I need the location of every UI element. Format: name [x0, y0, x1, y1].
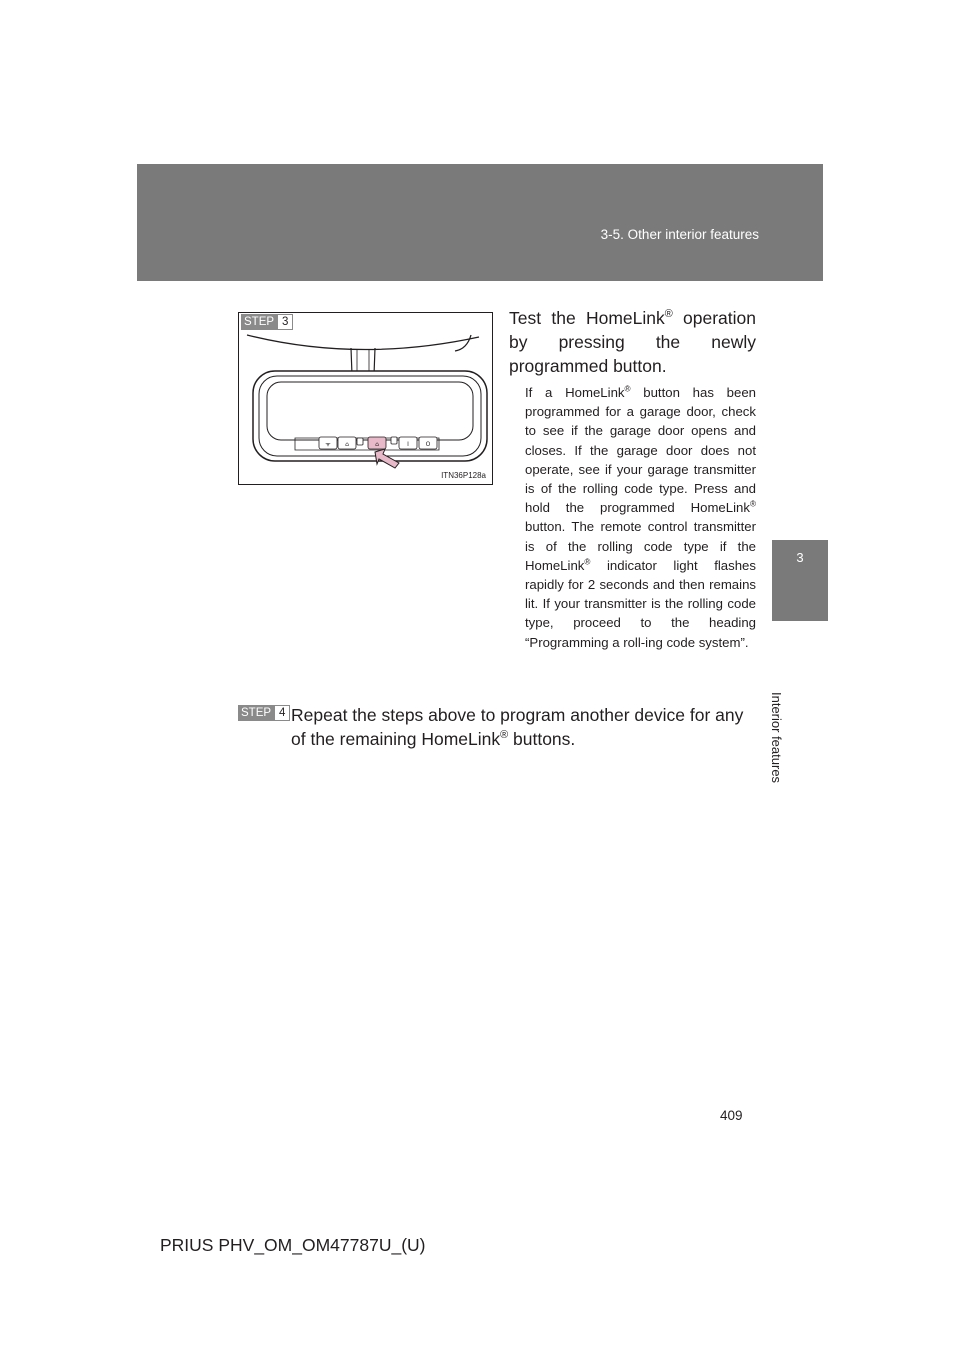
registered-mark: ®: [584, 557, 591, 567]
header-band: [137, 164, 823, 281]
step-label: STEP: [238, 705, 274, 721]
step-4-instruction: [291, 703, 756, 751]
registered-mark: ®: [500, 729, 509, 742]
page-number: 409: [720, 1108, 743, 1123]
svg-text:O: O: [425, 441, 431, 448]
step-4-text-b: buttons.: [508, 729, 576, 749]
step-label: STEP: [241, 314, 277, 330]
step-3-instruction: [509, 306, 756, 378]
note-part-1: If a HomeLink: [525, 385, 625, 400]
step-4-text-a: Repeat the steps above to program another device for any of the remaining HomeLink: [291, 705, 744, 749]
document-id: PRIUS PHV_OM_OM47787U_(U): [160, 1235, 426, 1255]
step-3-text-a: Test the HomeLink: [509, 308, 665, 328]
note-part-2: button has been programmed for a garage door, check to see if the garage door opens and closes. If the garage door does not operate, see if your garage transmitter is of the rolling code type. Press and hold the programmed HomeLink: [525, 385, 756, 516]
mirror-illustration: [238, 312, 493, 485]
note-part-4: indicator light flashes rapidly for 2 seconds and then remains lit. If your transmitter is the rolling code type, proceed to the heading “Programming a roll-ing code system”.: [525, 557, 756, 650]
registered-mark: ®: [664, 308, 673, 321]
figure-code: ITN36P128a: [441, 471, 486, 480]
step-number: 4: [274, 705, 290, 721]
rearview-mirror-drawing: [239, 313, 492, 484]
note-part-3: button. The remote control transmitter is of the rolling code type if the HomeLink: [525, 519, 756, 573]
svg-text:⌂: ⌂: [375, 441, 379, 448]
svg-text:I: I: [407, 441, 409, 448]
step-4-badge: [238, 705, 290, 721]
svg-text:⌂: ⌂: [345, 441, 349, 448]
step-3-note: [525, 383, 756, 652]
chapter-number: 3: [796, 550, 804, 565]
svg-text:ᯤ: ᯤ: [325, 441, 331, 448]
registered-mark: ®: [749, 499, 756, 509]
section-title: 3-5. Other interior features: [600, 227, 759, 242]
step-number: 3: [277, 314, 293, 330]
step-3-text-b: operation by pressing the newly programmed button.: [509, 308, 756, 376]
chapter-label: Interior features: [769, 692, 784, 784]
registered-mark: ®: [624, 384, 631, 394]
